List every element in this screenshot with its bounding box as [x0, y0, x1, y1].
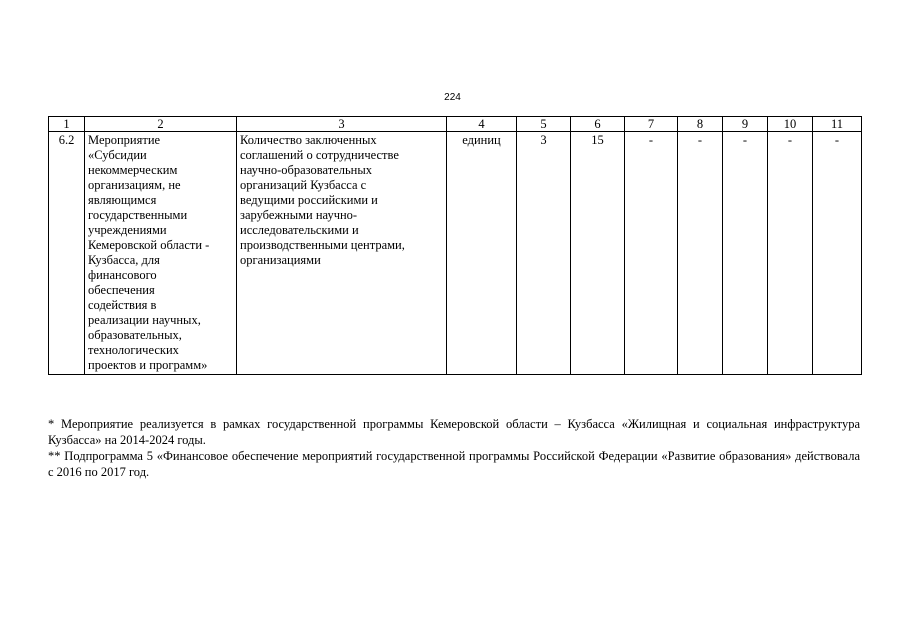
- column-header: 11: [813, 117, 862, 132]
- column-header: 6: [571, 117, 625, 132]
- footnotes: [48, 416, 860, 480]
- event-line: государственными: [88, 208, 188, 222]
- column-header: 2: [85, 117, 237, 132]
- column-header: 3: [237, 117, 447, 132]
- column-header: 5: [517, 117, 571, 132]
- event-line: Мероприятие: [88, 133, 161, 147]
- indicator-line: производственными центрами,: [240, 238, 405, 252]
- event-line: проектов и программ»: [88, 358, 208, 372]
- column-header: 8: [678, 117, 723, 132]
- event-line: Кузбасса, для: [88, 253, 160, 267]
- event-line: обеспечения: [88, 283, 155, 297]
- column-header: 10: [768, 117, 813, 132]
- indicator-line: Количество заключенных: [240, 133, 377, 147]
- footnote: ** Подпрограмма 5 «Финансовое обеспечение мероприятий государственной программы Российской Федерации «Развитие образования» действовала с 2016 по 2017 год.: [48, 449, 860, 479]
- event-line: технологических: [88, 343, 179, 357]
- value-cell: -: [678, 132, 723, 375]
- event-line: реализации научных,: [88, 313, 201, 327]
- unit-cell: единиц: [447, 132, 517, 375]
- table-header-row: [49, 117, 862, 132]
- indicator-line: соглашений о сотрудничестве: [240, 148, 399, 162]
- value-cell: -: [813, 132, 862, 375]
- indicator-line: организациями: [240, 253, 321, 267]
- event-line: являющимся: [88, 193, 157, 207]
- event-line: финансового: [88, 268, 157, 282]
- event-line: организациям, не: [88, 178, 181, 192]
- event-line: содействия в: [88, 298, 157, 312]
- row-number: 6.2: [49, 132, 85, 375]
- indicator-line: зарубежными научно-: [240, 208, 358, 222]
- indicator-line: исследовательскими и: [240, 223, 359, 237]
- event-line: некоммерческим: [88, 163, 178, 177]
- column-header: 4: [447, 117, 517, 132]
- value-cell: -: [723, 132, 768, 375]
- column-header: 9: [723, 117, 768, 132]
- value-cell: 15: [571, 132, 625, 375]
- table-row: [49, 132, 862, 375]
- page-number: 224: [444, 92, 461, 103]
- value-cell: -: [625, 132, 678, 375]
- indicator-line: ведущими российскими и: [240, 193, 378, 207]
- indicator-line: организаций Кузбасса с: [240, 178, 367, 192]
- event-line: образовательных,: [88, 328, 182, 342]
- event-line: Кемеровской области -: [88, 238, 210, 252]
- column-header: 7: [625, 117, 678, 132]
- event-line: «Субсидии: [88, 148, 147, 162]
- event-description-cell: [85, 132, 237, 375]
- indicator-line: научно-образовательных: [240, 163, 373, 177]
- indicator-cell: [237, 132, 447, 375]
- value-cell: 3: [517, 132, 571, 375]
- column-header: 1: [49, 117, 85, 132]
- value-cell: -: [768, 132, 813, 375]
- event-line: учреждениями: [88, 223, 167, 237]
- indicators-table: [48, 116, 862, 375]
- footnote: * Мероприятие реализуется в рамках государственной программы Кемеровской области – Кузбасса «Жилищная и социальная инфраструктура Кузбасса» на 2014-2024 годы.: [48, 417, 860, 447]
